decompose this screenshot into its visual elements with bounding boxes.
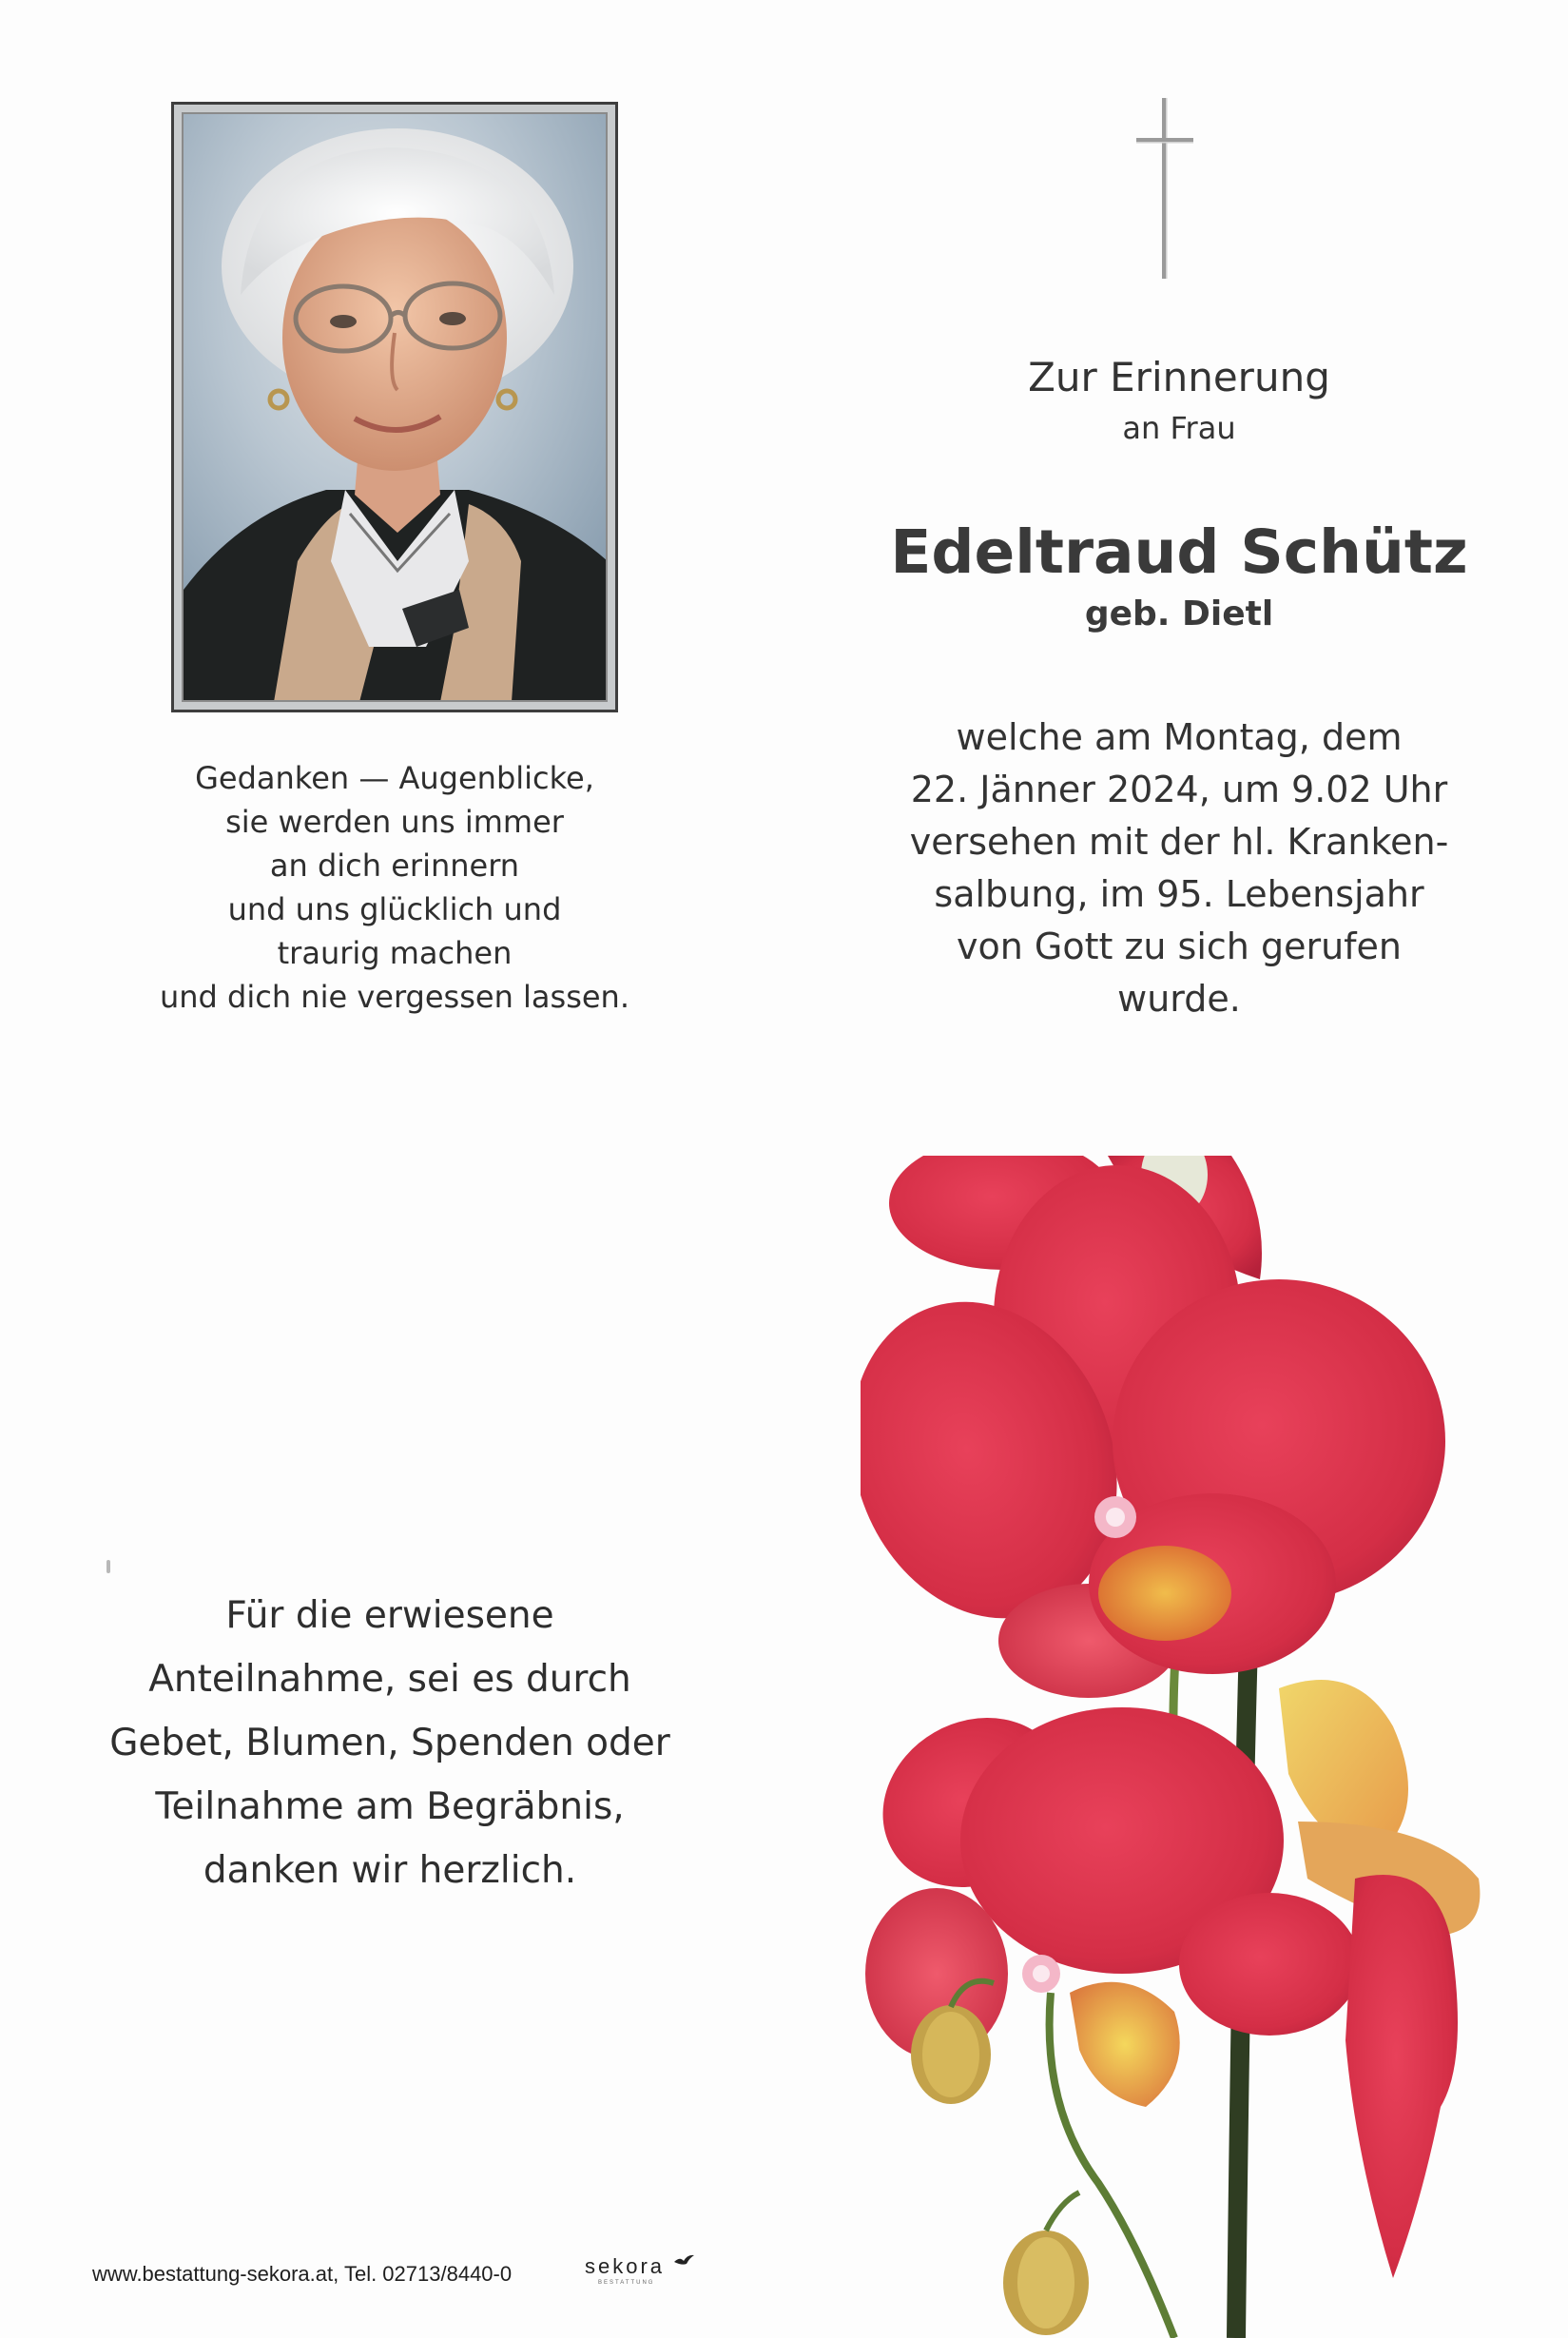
- birth-name: geb. Dietl: [1084, 594, 1274, 633]
- announcement-line: 22. Jänner 2024, um 9.02 Uhr: [910, 769, 1448, 810]
- bird-icon: [672, 2252, 695, 2270]
- intro-heading: Zur Erinnerung: [1028, 354, 1330, 400]
- announcement-line: salbung, im 95. Lebensjahr: [934, 873, 1424, 915]
- poem-line: und dich nie vergessen lassen.: [159, 979, 629, 1015]
- intro-subheading: an Frau: [1122, 410, 1236, 446]
- poem-line: und uns glücklich und: [227, 891, 562, 927]
- announcement-line: von Gott zu sich gerufen: [956, 925, 1403, 967]
- orchid-illustration: [861, 1156, 1526, 2338]
- poem-line: an dich erinnern: [269, 848, 520, 884]
- intro: [951, 350, 1407, 451]
- thanks-line: Anteilnahme, sei es durch: [148, 1658, 631, 1701]
- footer-contact: www.bestattung-sekora.at, Tel. 02713/8440-0: [92, 2262, 513, 2286]
- thanks-line: Teilnahme am Begräbnis,: [155, 1785, 625, 1828]
- thanks-line: Für die erwiesene: [225, 1594, 554, 1637]
- announcement-line: welche am Montag, dem: [956, 716, 1403, 758]
- thanks-line: danken wir herzlich.: [203, 1849, 577, 1892]
- poem-line: traurig machen: [277, 935, 513, 971]
- paper-speck: [106, 1560, 110, 1573]
- poem-line: sie werden uns immer: [225, 804, 564, 840]
- portrait-photo: [182, 112, 608, 702]
- death-announcement: [856, 711, 1502, 1025]
- announcement-line: versehen mit der hl. Kranken-: [909, 821, 1449, 863]
- brand-subtitle: BESTATTUNG: [598, 2280, 655, 2286]
- portrait-image: [184, 114, 608, 702]
- brand-name: sekora: [585, 2254, 666, 2278]
- thanks-text: [76, 1584, 704, 1902]
- thanks-line: Gebet, Blumen, Spenden oder: [109, 1722, 670, 1764]
- poem: [114, 756, 675, 1019]
- announcement-line: wurde.: [1117, 978, 1241, 1020]
- poem-line: Gedanken — Augenblicke,: [195, 760, 594, 796]
- portrait-frame: [171, 102, 618, 712]
- deceased-name: Edeltraud Schütz: [890, 517, 1468, 587]
- name-block: [856, 514, 1502, 637]
- cross-icon: [1136, 98, 1193, 279]
- brand-logo: [585, 2254, 699, 2292]
